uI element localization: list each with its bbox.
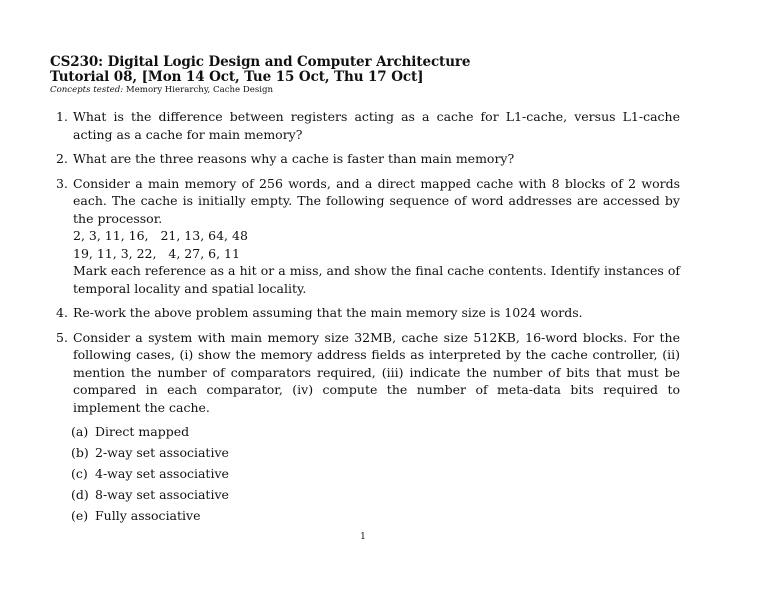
sub-item-c	[73, 463, 680, 484]
question-number: 3.	[56, 175, 68, 191]
document-header	[50, 55, 690, 96]
address-sequence-line-1: 2, 3, 11, 16, 21, 13, 64, 48	[73, 228, 248, 243]
sub-item-label: (a)	[71, 424, 89, 439]
sub-item-label: (d)	[71, 487, 89, 502]
sub-item-text: 8-way set associative	[95, 487, 229, 502]
question-text: Re-work the above problem assuming that the main memory size is 1024 words.	[73, 305, 583, 320]
concepts-value: Memory Hierarchy, Cache Design	[125, 85, 274, 95]
question-list	[50, 108, 680, 533]
tutorial-line: Tutorial 08, [Mon 14 Oct, Tue 15 Oct, Thu 17 Oct]	[50, 69, 424, 85]
sub-item-text: Direct mapped	[95, 424, 190, 439]
question-text: What is the difference between registers acting as a cache for L1-cache, versus L1-cache acting as a cache for main memory?	[73, 109, 680, 142]
question-4	[50, 304, 680, 322]
question-number: 2.	[56, 151, 68, 166]
question-2	[50, 150, 680, 168]
sub-item-list	[73, 421, 680, 526]
concepts-tested	[50, 85, 690, 96]
sub-item-a	[73, 421, 680, 442]
question-1	[50, 108, 680, 143]
sub-item-d	[73, 484, 680, 505]
sub-item-label: (b)	[71, 445, 89, 460]
address-sequence-line-2: 19, 11, 3, 22, 4, 27, 6, 11	[73, 245, 240, 261]
course-title: CS230: Digital Logic Design and Computer Architecture	[50, 54, 471, 70]
question-number: 5.	[56, 329, 68, 345]
question-text: What are the three reasons why a cache is faster than main memory?	[73, 151, 515, 166]
question-text-continued: Mark each reference as a hit or a miss, and show the final cache contents. Identify instances of temporal locality and spatial locality.	[73, 263, 680, 296]
sub-item-b	[73, 442, 680, 463]
concepts-label: Concepts tested:	[50, 85, 124, 95]
question-5	[50, 329, 680, 527]
sub-item-e	[73, 505, 680, 526]
sub-item-text: 2-way set associative	[95, 445, 229, 460]
sub-item-label: (c)	[71, 466, 88, 481]
question-text: Consider a system with main memory size 32MB, cache size 512KB, 16-word blocks. For the following cases, (i) show the memory address fields as interpreted by the cache controller, (ii) mention the number of comparators required, (iii) indicate the number of bits that must be compared in each comparator, (iv) compute the number of meta-data bits required to implement the cache.	[73, 329, 680, 415]
page-number: 1	[360, 532, 366, 542]
sub-item-label: (e)	[71, 508, 89, 523]
question-number: 1.	[56, 109, 68, 124]
sub-item-text: Fully associative	[95, 508, 201, 523]
question-3	[50, 175, 680, 298]
question-text: Consider a main memory of 256 words, and a direct mapped cache with 8 blocks of 2 words each. The cache is initially empty. The following sequence of word addresses are accessed by the processor.	[73, 175, 680, 226]
sub-item-text: 4-way set associative	[95, 466, 229, 481]
question-number: 4.	[56, 305, 68, 320]
